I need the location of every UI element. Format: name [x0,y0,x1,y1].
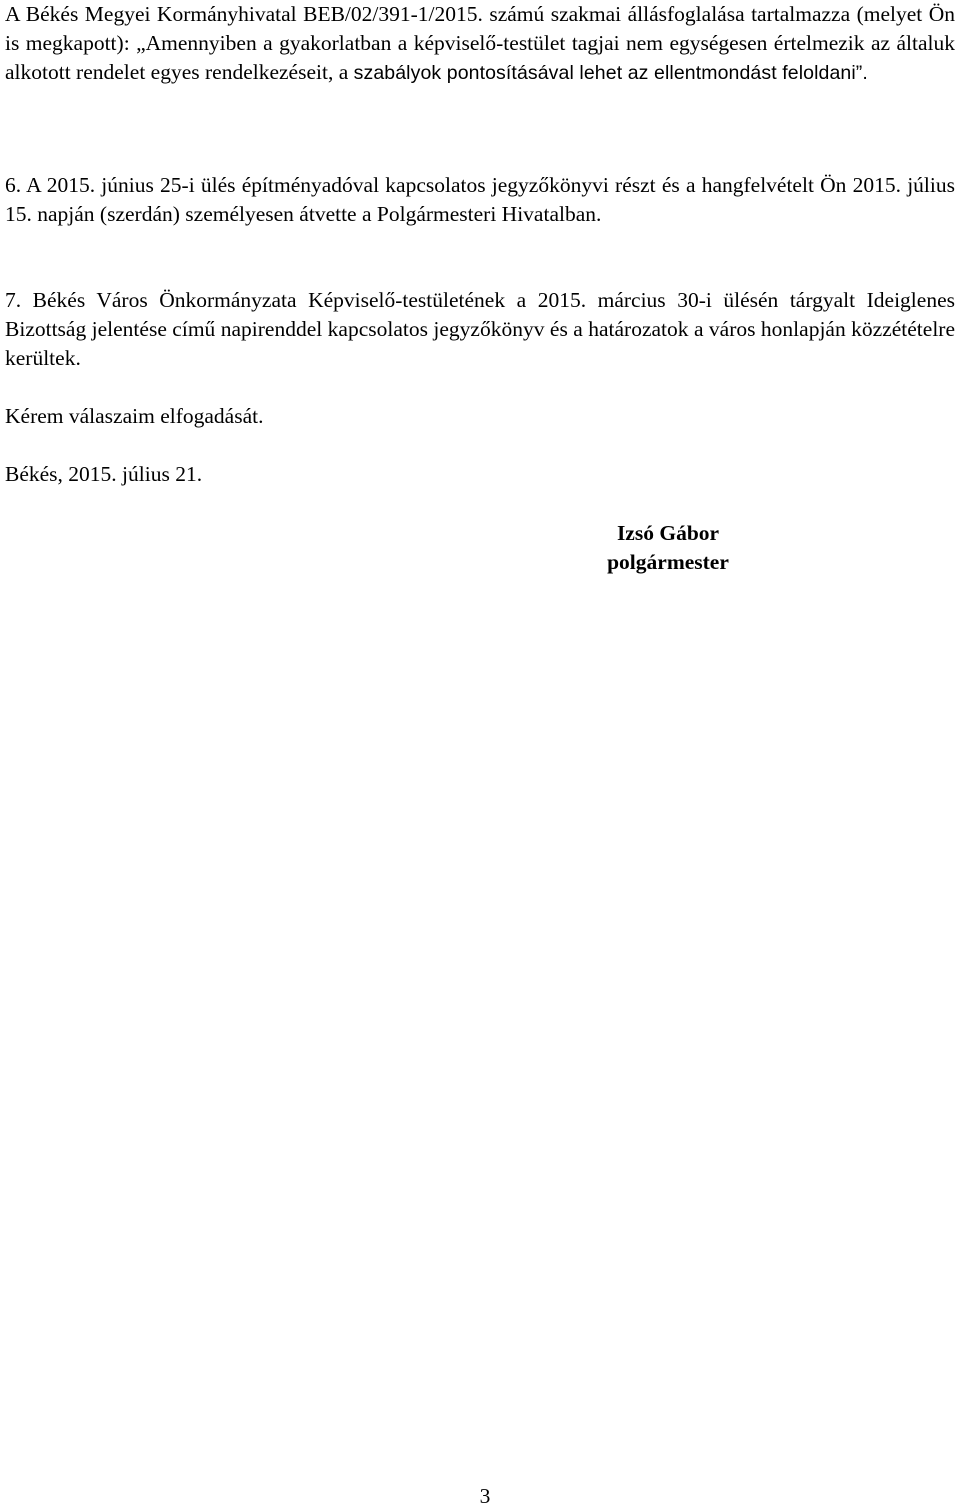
place-and-date: Békés, 2015. július 21. [5,462,203,486]
paragraph-statement-quote-end: szabályok pontosításával lehet az ellentmondást feloldani”. [353,62,868,84]
document-page [5,0,955,1509]
signatory-title: polgármester [607,550,729,574]
paragraph-item-7: 7. Békés Város Önkormányzata Képviselő-testületének a 2015. március 30-i ülésén tárgyalt Ideiglenes Bizottság jelentése című napirenddel kapcsolatos jegyzőkönyv és a határozatok a város honlapján közzétételre kerültek. [5,288,955,370]
closing-request: Kérem válaszaim elfogadását. [5,404,264,428]
paragraph-statement-text: A Békés Megyei Kormányhivatal BEB/02/391-1/2015. számú szakmai állásfoglalása tartalmazza (melyet Ön is megkapott): „Amennyiben a gyakorlatban a képviselő-testület tagjai nem egységesen értelmezik az általuk alkotott rendelet egyes rendelkezéseit, a [5,2,955,84]
paragraph-statement [5,0,955,88]
signatory-name: Izsó Gábor [616,521,720,545]
paragraph-item-6: 6. A 2015. június 25-i ülés építményadóval kapcsolatos jegyzőkönyvi részt és a hangfelvételt Ön 2015. július 15. napján (szerdán) személyesen átvette a Polgármesteri Hivatalban. [5,173,955,226]
signature-block [588,519,748,577]
page-number: 3 [479,1484,491,1508]
